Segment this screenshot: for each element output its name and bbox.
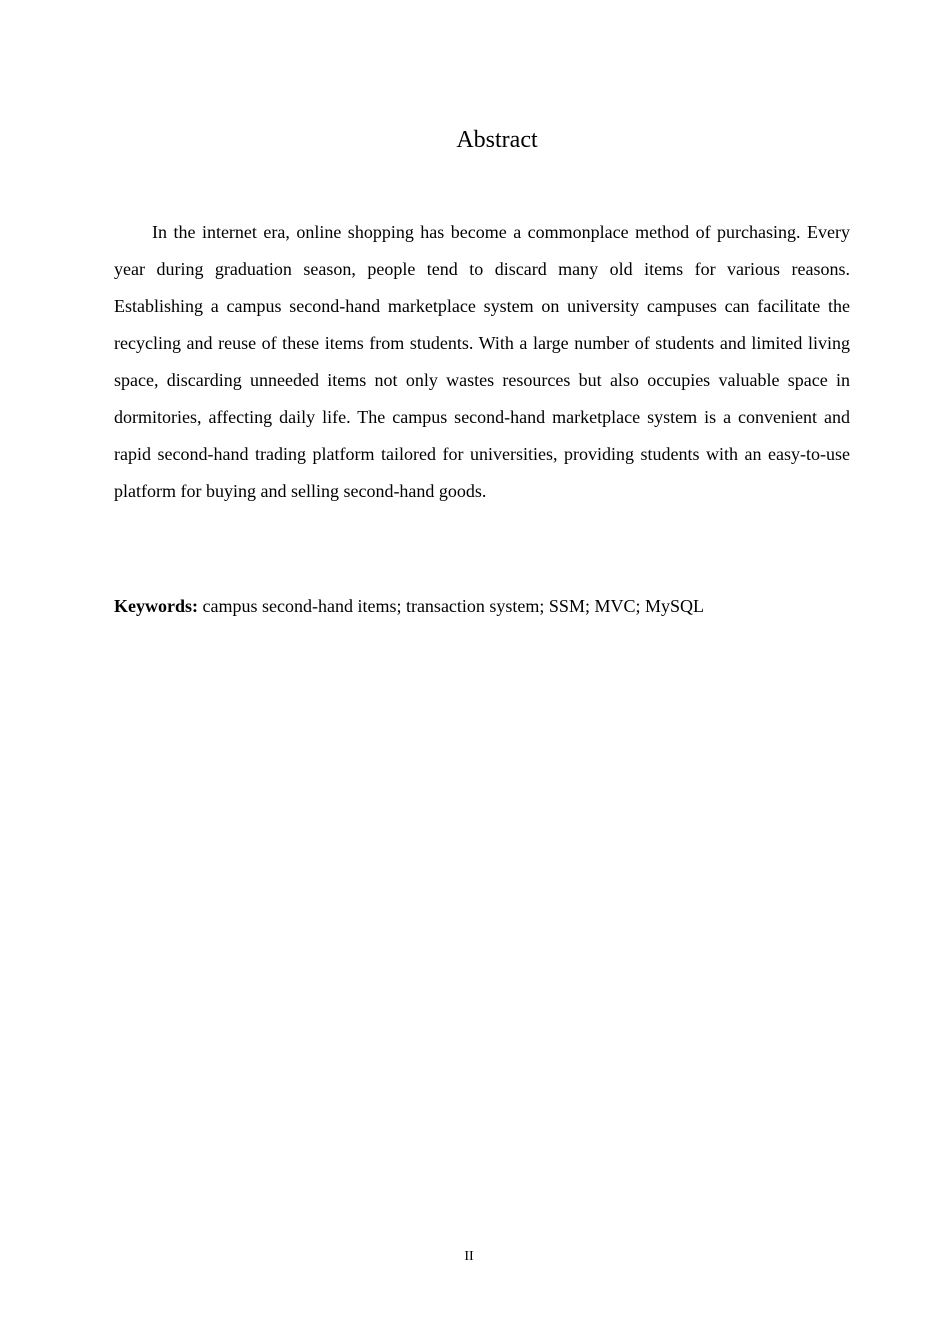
keywords-line (114, 588, 850, 624)
keywords-list: campus second-hand items; transaction system; SSM; MVC; MySQL (202, 596, 704, 616)
abstract-paragraph: In the internet era, online shopping has become a commonplace method of purchasing. Every year during graduation season, people tend to discard many old items for various reasons. Establishing a campus second-hand marketplace system on university campuses can facilitate the recycling and reuse of these items from students. With a large number of students and limited living space, discarding unneeded items not only wastes resources but also occupies valuable space in dormitories, affecting daily life. The campus second-hand marketplace system is a convenient and rapid second-hand trading platform tailored for universities, providing students with an easy-to-use platform for buying and selling second-hand goods. (114, 222, 850, 501)
page-title: Abstract (456, 127, 538, 153)
keywords-label: Keywords: (114, 596, 198, 616)
page-number: II (464, 1249, 474, 1264)
